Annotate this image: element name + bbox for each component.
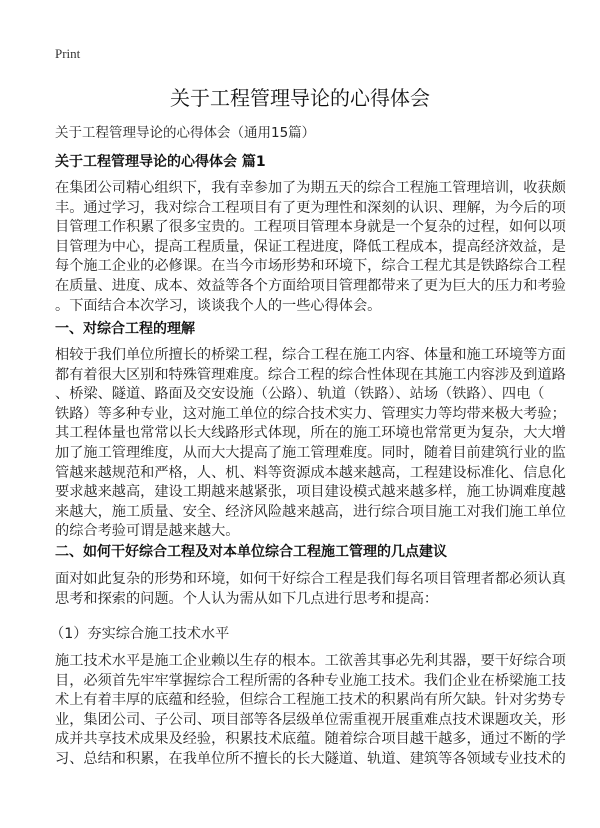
paragraph-line: 相较于我们单位所擅长的桥梁工程，综合工程在施工内容、体量和施工环境等方面 (55, 347, 566, 363)
paragraph (55, 570, 566, 609)
paragraph-line: 目，必须首先牢牢掌握综合工程所需的各种专业施工技术。我们企业在桥梁施工技 (55, 672, 566, 689)
paragraph-line: 每个施工企业的必修课。在当今市场形势和环境下，综合工程尤其是铁路综合工程 (55, 258, 566, 275)
paragraph-line: 面对如此复杂的形势和环境，如何干好综合工程是我们每名项目管理者都必须认真 (55, 571, 566, 587)
document-title: 关于工程管理导论的心得体会 (170, 86, 430, 110)
paragraph-line: 施工技术水平是施工企业赖以生存的根本。工欲善其事必先利其器，要干好综合项 (55, 653, 566, 669)
paragraph-line: 管越来越规范和严格，人、机、料等资源成本越来越高，工程建设标准化、信息化 (55, 464, 566, 481)
print-label: Print (55, 46, 81, 61)
paragraph-line: 加了施工管理维度，从而大大提高了施工管理难度。同时，随着目前建筑行业的监 (55, 444, 566, 461)
paragraph-line: 其工程体量也常常以长大线路形式体现，所在的施工环境也常常更为复杂，大大增 (55, 425, 566, 442)
subheading: （1）夯实综合施工技术水平 (50, 626, 230, 642)
paragraph (55, 346, 566, 542)
heading-1: 一、对综合工程的理解 (55, 321, 195, 337)
paragraph (55, 179, 566, 316)
paragraph-line: 在集团公司精心组织下，我有幸参加了为期五天的综合工程施工管理培训，收获颇 (55, 180, 566, 196)
paragraph-line: 习、总结和积累，在我单位所不擅长的长大隧道、轨道、建筑等各领域专业技术的 (55, 750, 566, 767)
paragraph-line: 的综合考验可谓是越来越大。 (55, 523, 240, 540)
paragraph-line: 业，集团公司、子公司、项目部等各层级单位需重视开展重难点技术课题攻关，形 (55, 711, 566, 728)
paragraph-line: 思考和探索的问题。个人认为需从如下几点进行思考和提高： (55, 590, 439, 607)
section-heading: 关于工程管理导论的心得体会 篇1 (55, 154, 266, 170)
paragraph-line: 都有着很大区别和特殊管理难度。综合工程的综合性体现在其施工内容涉及到道路 (55, 366, 566, 383)
paragraph (55, 652, 566, 770)
paragraph-line: 来越大，施工质量、安全、经济风险越来越高，进行综合项目施工对我们施工单位 (55, 503, 566, 520)
paragraph-line: 目管理工作积累了很多宝贵的。工程项目管理本身就是一个复杂的过程，如何以项 (55, 219, 566, 236)
paragraph-line: 要求越来越高，建设工期越来越紧张，项目建设模式越来越多样，施工协调难度越 (55, 484, 566, 501)
paragraph-line: 铁路）等多种专业，这对施工单位的综合技术实力、管理实力等均带来极大考验； (55, 405, 566, 422)
paragraph-line: 、桥梁、隧道、路面及交安设施（公路）、轨道（铁路）、站场（铁路）、四电（ (55, 386, 545, 403)
paragraph-line: 。下面结合本次学习，谈谈我个人的一些心得体会。 (55, 297, 382, 314)
paragraph-line: 成并共享技术成果及经验，积累技术底蕴。随着综合项目越干越多，通过不断的学 (55, 731, 566, 748)
paragraph-line: 术上有着丰厚的底蕴和经验，但综合工程施工技术的积累尚有所欠缺。针对劣势专 (55, 692, 566, 709)
document-subtitle: 关于工程管理导论的心得体会（通用15篇） (55, 125, 316, 141)
paragraph-line: 在质量、进度、成本、效益等各个方面给项目管理都带来了更为巨大的压力和考验 (55, 277, 566, 294)
paragraph-line: 目管理为中心，提高工程质量，保证工程进度，降低工程成本，提高经济效益，是 (55, 238, 566, 255)
heading-2: 二、如何干好综合工程及对本单位综合工程施工管理的几点建议 (55, 544, 447, 560)
paragraph-line: 丰。通过学习，我对综合工程项目有了更为理性和深刻的认识、理解，为今后的项 (55, 199, 566, 216)
